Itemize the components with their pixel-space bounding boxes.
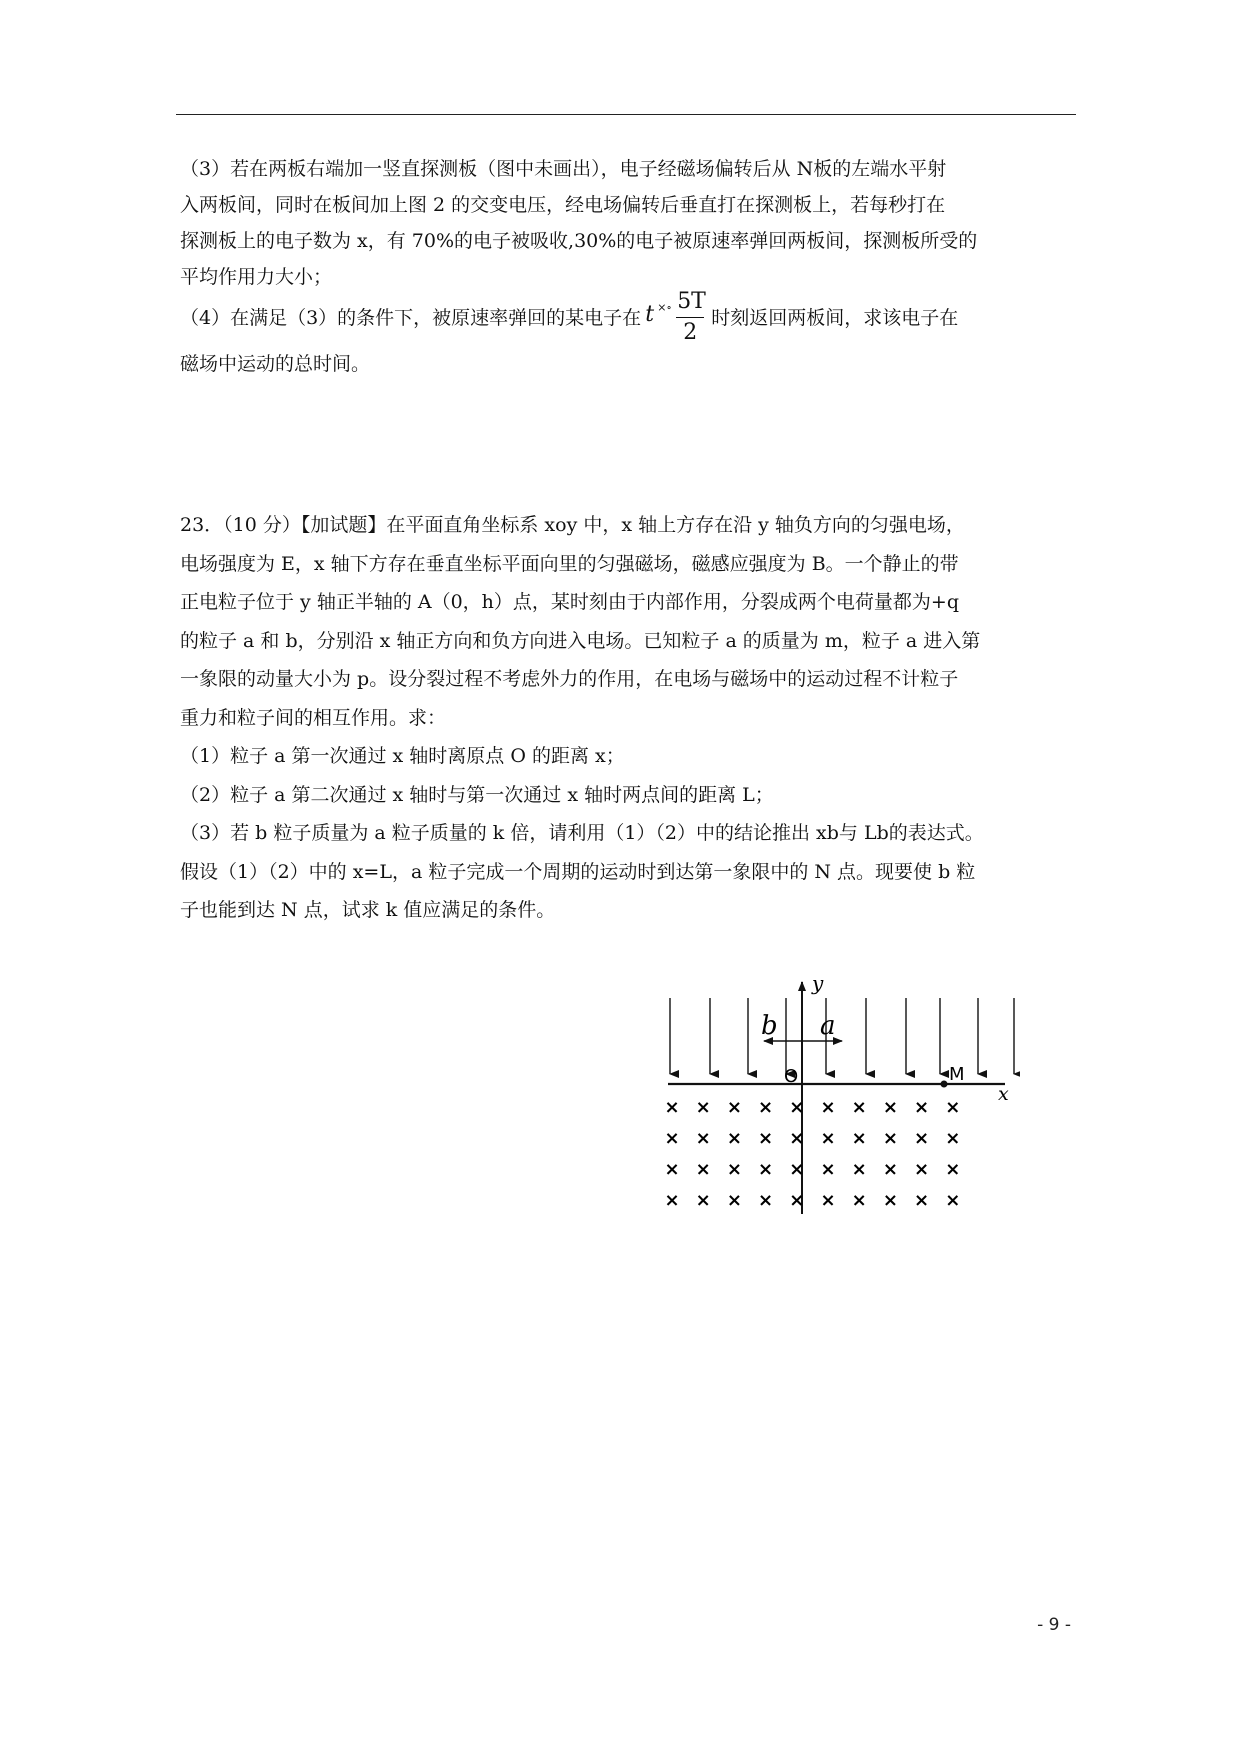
magnetic-field-cross: ×: [758, 1159, 774, 1180]
page-number: - 9 -: [1037, 1615, 1071, 1635]
x-axis-label: x: [998, 1083, 1009, 1105]
magnetic-field-cross: ×: [664, 1097, 680, 1118]
fraction-denominator: 2: [683, 320, 698, 345]
magnetic-field-cross: ×: [820, 1128, 836, 1149]
fraction-numerator: 5T: [677, 289, 706, 314]
field-diagram: [660, 968, 1020, 1218]
text-line: 重力和粒子间的相互作用。求：: [180, 706, 447, 729]
magnetic-field-cross: ×: [820, 1159, 836, 1180]
question-4-text: [180, 290, 1075, 382]
y-axis-label: y: [812, 971, 824, 995]
electric-field-arrows: [670, 998, 1014, 1074]
magnetic-field-cross: ×: [789, 1128, 805, 1149]
magnetic-field-cross: ×: [851, 1159, 867, 1180]
text-line: 正电粒子位于 y 轴正半轴的 A（0，h）点，某时刻由于内部作用，分裂成两个电荷量都为+q: [180, 591, 959, 613]
field-diagram-svg: [660, 968, 1020, 1218]
magnetic-field-cross: ×: [695, 1128, 711, 1149]
question-4-suffix: 时刻返回两板间，求该电子在: [711, 307, 959, 329]
magnetic-field-cross: ×: [882, 1190, 898, 1211]
magnetic-field-cross: ×: [945, 1159, 961, 1180]
magnetic-field-cross: ×: [789, 1190, 805, 1211]
magnetic-field-cross: ×: [789, 1097, 805, 1118]
text-line: （3）若在两板右端加一竖直探测板（图中未画出），电子经磁场偏转后从 N板的左端水平射: [180, 158, 947, 180]
text-line: 23．（10 分）【加试题】在平面直角坐标系 xoy 中，x 轴上方存在沿 y 轴负方向的匀强电场，: [180, 514, 965, 536]
question-4-prefix: （4）在满足（3）的条件下，被原速率弹回的某电子在: [180, 307, 642, 329]
point-m-dot: [941, 1081, 948, 1088]
magnetic-field-cross: ×: [851, 1097, 867, 1118]
particle-a-label: a: [820, 1011, 836, 1041]
question-4-first-line: [180, 289, 1075, 345]
magnetic-field-cross: ×: [664, 1128, 680, 1149]
text-line: 电场强度为 E，x 轴下方存在垂直坐标平面向里的匀强磁场，磁感应强度为 B。一个静止的带: [180, 552, 959, 575]
origin-label: O: [784, 1066, 799, 1087]
magnetic-field-cross: ×: [945, 1190, 961, 1211]
text-line: 探测板上的电子数为 x，有 70%的电子被吸收,30%的电子被原速率弹回两板间，探测板所受的: [180, 230, 978, 252]
text-line: 磁场中运动的总时间。: [180, 353, 371, 375]
text-line: 入两板间，同时在板间加上图 2 的交变电压，经电场偏转后垂直打在探测板上，若每秒打在: [180, 194, 946, 216]
garbled-equals-symbol: ×∘: [657, 301, 672, 314]
time-variable: t: [645, 302, 655, 327]
magnetic-field-cross: ×: [851, 1190, 867, 1211]
magnetic-field-cross: ×: [882, 1159, 898, 1180]
magnetic-field-cross: ×: [914, 1128, 930, 1149]
magnetic-field-cross: ×: [914, 1159, 930, 1180]
magnetic-field-crosses: [664, 1097, 960, 1211]
text-line: 一象限的动量大小为 p。设分裂过程不考虑外力的作用，在电场与磁场中的运动过程不计粒子: [180, 668, 959, 690]
text-line: 假设（1）（2）中的 x=L，a 粒子完成一个周期的运动时到达第一象限中的 N 点。现要使 b 粒: [180, 860, 976, 883]
question-3-text: [180, 151, 1075, 295]
magnetic-field-cross: ×: [664, 1190, 680, 1211]
magnetic-field-cross: ×: [726, 1128, 742, 1149]
text-line: （3）若 b 粒子质量为 a 粒子质量的 k 倍，请利用（1）（2）中的结论推出 xb与 Lb的表达式。: [180, 822, 984, 844]
text-line: （2）粒子 a 第二次通过 x 轴时与第一次通过 x 轴时两点间的距离 L；: [180, 783, 774, 806]
text-line: 子也能到达 N 点，试求 k 值应满足的条件。: [180, 899, 556, 921]
magnetic-field-cross: ×: [914, 1097, 930, 1118]
text-line: 平均作用力大小；: [180, 266, 333, 288]
text-line: 的粒子 a 和 b，分别沿 x 轴正方向和负方向进入电场。已知粒子 a 的质量为 m，粒子 a 进入第: [180, 629, 981, 652]
magnetic-field-cross: ×: [945, 1128, 961, 1149]
point-m-label: M: [949, 1064, 965, 1085]
magnetic-field-cross: ×: [820, 1097, 836, 1118]
magnetic-field-cross: ×: [758, 1190, 774, 1211]
magnetic-field-cross: ×: [851, 1128, 867, 1149]
magnetic-field-cross: ×: [695, 1097, 711, 1118]
magnetic-field-cross: ×: [695, 1159, 711, 1180]
magnetic-field-cross: ×: [789, 1159, 805, 1180]
magnetic-field-cross: ×: [820, 1190, 836, 1211]
header-rule: [176, 114, 1076, 115]
magnetic-field-cross: ×: [758, 1097, 774, 1118]
magnetic-field-cross: ×: [726, 1097, 742, 1118]
magnetic-field-cross: ×: [726, 1190, 742, 1211]
text-line: （1）粒子 a 第一次通过 x 轴时离原点 O 的距离 x；: [180, 745, 625, 767]
magnetic-field-cross: ×: [882, 1128, 898, 1149]
magnetic-field-cross: ×: [945, 1097, 961, 1118]
magnetic-field-cross: ×: [726, 1159, 742, 1180]
magnetic-field-cross: ×: [882, 1097, 898, 1118]
magnetic-field-cross: ×: [758, 1128, 774, 1149]
magnetic-field-cross: ×: [695, 1190, 711, 1211]
particle-b-label: b: [761, 1011, 778, 1041]
time-fraction-formula: [645, 290, 707, 348]
problem-23-text: [180, 506, 1075, 930]
fraction-bar: [676, 317, 704, 318]
magnetic-field-cross: ×: [664, 1159, 680, 1180]
magnetic-field-cross: ×: [914, 1190, 930, 1211]
